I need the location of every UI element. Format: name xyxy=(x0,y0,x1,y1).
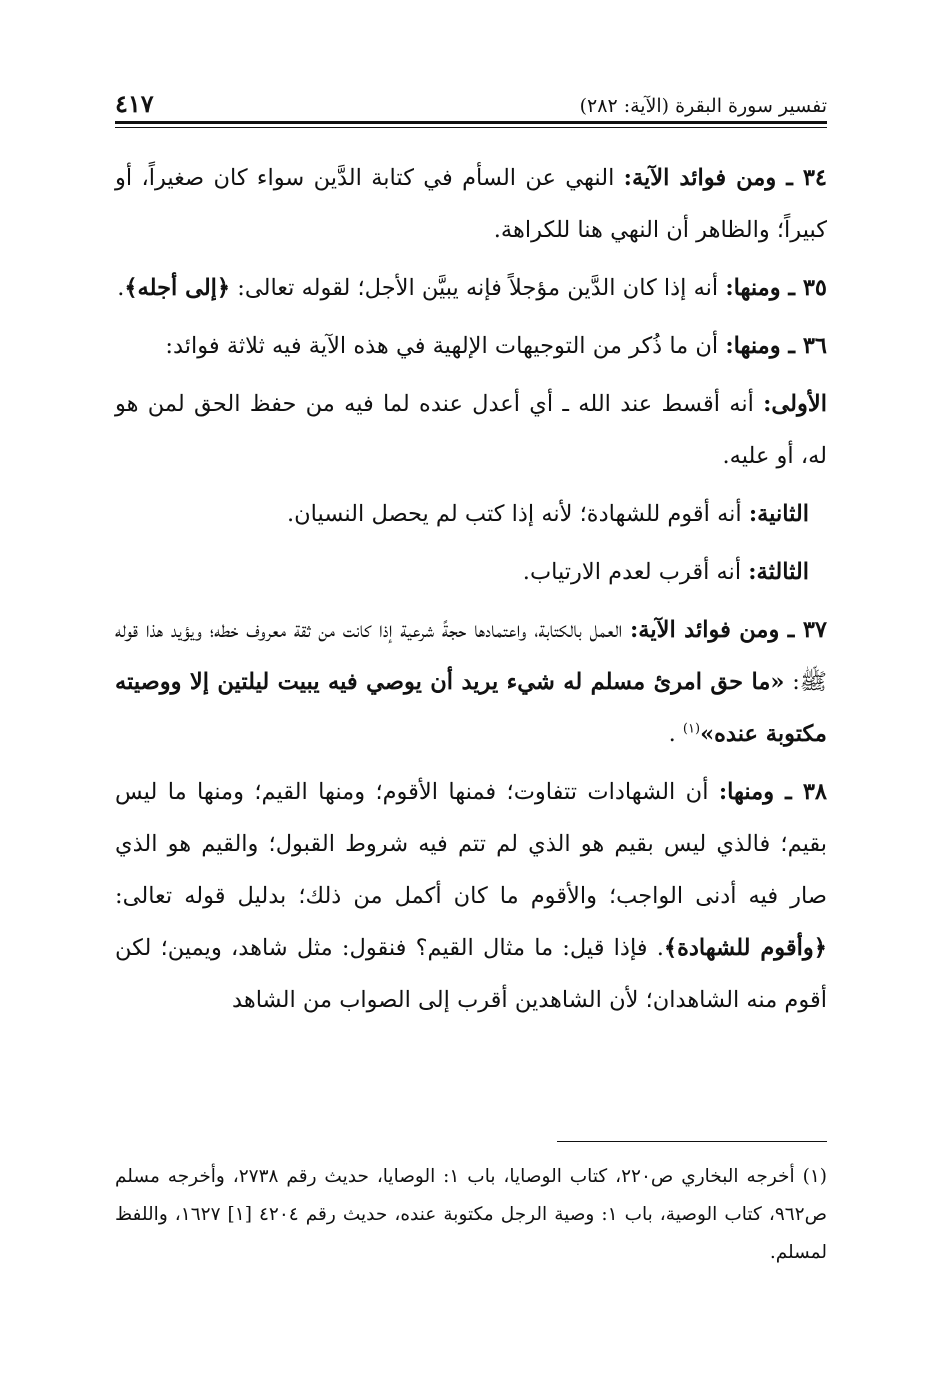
paragraph-lead: ٣٧ ـ ومن فوائد الآية: xyxy=(629,617,827,643)
paragraph-tail: . فإذا قيل: ما مثال القيم؟ فنقول: مثل شاهد، ويمين؛ لكن أقوم منه الشاهدان؛ لأن الشاهدين أقرب إلى الصواب من الشاهد xyxy=(115,935,827,1013)
paragraph-lead: ٣٦ ـ ومنها: xyxy=(725,333,827,359)
paragraph-lead: ٣٥ ـ ومنها: xyxy=(725,275,827,301)
footnote-reference[interactable]: (١) xyxy=(682,721,701,737)
page-header xyxy=(115,80,827,116)
paragraph-tail: . xyxy=(668,721,683,747)
paragraph-text: أنه أقسط عند الله ـ أي أعدل عنده لما فيه من حفظ الحق لمن هو له، أو عليه. xyxy=(115,391,827,469)
header-rule-thick xyxy=(115,121,827,124)
benefit-first xyxy=(115,378,827,482)
footnote-separator xyxy=(557,1141,827,1142)
paragraph-37 xyxy=(115,604,827,760)
footnote-text: أخرجه البخاري ص٢٢٠، كتاب الوصايا، باب ١: الوصايا، حديث رقم ٢٧٣٨، وأخرجه مسلم ص٩٦٢، كتاب الوصية، باب ١: وصية الرجل مكتوبة عنده، حديث رقم ٤٢٠٤ [١] ١٦٢٧، واللفظ لمسلم. xyxy=(115,1166,827,1263)
paragraph-text: أنه إذا كان الدَّين مؤجلاً فإنه يبيَّن الأجل؛ لقوله تعالى: xyxy=(230,275,726,301)
quran-quote: ﴿وأقوم للشهادة﴾ xyxy=(663,935,827,961)
quran-quote: ﴿إلى أجله﴾ xyxy=(124,275,231,301)
paragraph-text: أن الشهادات تتفاوت؛ فمنها الأقوم؛ ومنها القيم؛ ومنها ما ليس بقيم؛ فالذي ليس بقيم هو الذي لم تتم فيه شروط القبول؛ والقيم هو الذي صار فيه أدنى الواجب؛ والأقوم ما كان أكمل من ذلك؛ بدليل قوله تعالى: xyxy=(115,779,827,909)
paragraph-text: أنه أقوم للشهادة؛ لأنه إذا كتب لم يحصل النسيان. xyxy=(287,501,749,527)
paragraph-lead: الثانية: xyxy=(748,501,809,527)
page-number: ٤١٧ xyxy=(115,89,154,118)
paragraph-lead: الأولى: xyxy=(763,391,827,417)
running-title: تفسير سورة البقرة (الآية: ٢٨٢) xyxy=(579,95,827,117)
page-body xyxy=(115,152,827,1032)
hadith-quote: «ما حق امرئ مسلم له شيء يريد أن يوصي فيه يبيت ليلتين إلا ووصيته مكتوبة عنده» xyxy=(115,669,827,747)
paragraph-lead: الثالثة: xyxy=(748,559,809,585)
paragraph-text: أن ما ذُكر من التوجيهات الإلهية في هذه الآية فيه ثلاثة فوائد: xyxy=(165,333,726,359)
footnote-1 xyxy=(115,1158,827,1272)
footnote-number: (١) xyxy=(802,1166,827,1187)
paragraph-38 xyxy=(115,766,827,1026)
footnotes xyxy=(115,1158,827,1272)
paragraph-lead: ٣٤ ـ ومن فوائد الآية: xyxy=(623,165,827,191)
book-page xyxy=(115,0,827,1375)
paragraph-text: العمل بالكتابة، واعتمادها حجةً شرعية إذا كانت من ثقة معروف خطه؛ ويؤيد هذا قوله ﷺ: xyxy=(115,617,827,695)
benefit-second xyxy=(115,488,827,540)
paragraph-35 xyxy=(115,262,827,314)
paragraph-tail: . xyxy=(117,275,125,301)
paragraph-text: أنه أقرب لعدم الارتياب. xyxy=(522,559,749,585)
benefit-third xyxy=(115,546,827,598)
paragraph-34 xyxy=(115,152,827,256)
paragraph-text: النهي عن السأم في كتابة الدَّين سواء كان صغيراً، أو كبيراً؛ والظاهر أن النهي هنا للكراهة. xyxy=(115,165,827,243)
header-rule-thin xyxy=(115,127,827,128)
paragraph-36 xyxy=(115,320,827,372)
paragraph-lead: ٣٨ ـ ومنها: xyxy=(718,779,828,805)
